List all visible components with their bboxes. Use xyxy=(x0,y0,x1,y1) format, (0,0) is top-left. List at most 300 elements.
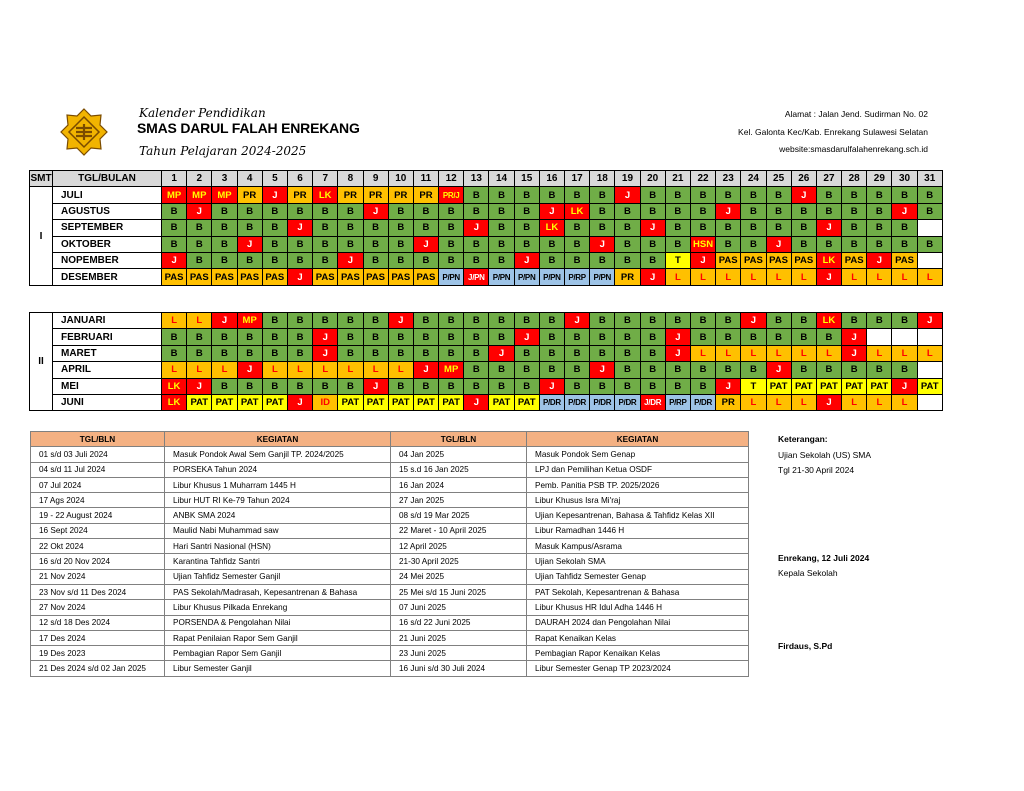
activity-row xyxy=(31,661,749,676)
day-cell: B xyxy=(590,345,615,361)
month-row xyxy=(30,269,943,285)
activity-date: 25 Mei s/d 15 Juni 2025 xyxy=(391,584,527,599)
day-cell: J xyxy=(287,269,312,285)
day-cell: P/DR xyxy=(590,394,615,410)
day-cell: L xyxy=(741,345,766,361)
day-cell: B xyxy=(741,203,766,219)
day-cell: LK xyxy=(162,394,187,410)
day-cell: PAT xyxy=(766,378,791,394)
day-cell: L xyxy=(741,269,766,285)
day-cell: B xyxy=(665,187,690,203)
day-cell: P/RP xyxy=(665,394,690,410)
month-row xyxy=(30,220,943,236)
day-cell: B xyxy=(892,362,917,378)
day-header: 30 xyxy=(892,171,917,187)
day-header: 1 xyxy=(162,171,187,187)
activity-row xyxy=(31,584,749,599)
col-header-smt: SMT xyxy=(30,171,53,187)
activity-row xyxy=(31,569,749,584)
day-cell: J xyxy=(917,313,942,329)
day-cell: B xyxy=(690,378,715,394)
day-cell: B xyxy=(741,220,766,236)
day-cell: B xyxy=(842,236,867,252)
day-cell: PAS xyxy=(338,269,363,285)
activity-name: PORSENDA & Pengolahan Nilai xyxy=(165,615,391,630)
day-cell: B xyxy=(867,313,892,329)
day-header: 9 xyxy=(363,171,388,187)
day-header: 21 xyxy=(665,171,690,187)
day-cell: B xyxy=(766,203,791,219)
activity-date: 16 s/d 22 Juni 2025 xyxy=(391,615,527,630)
day-cell: L xyxy=(665,269,690,285)
day-cell: PAT xyxy=(917,378,942,394)
activity-name: Libur Semester Genap TP 2023/2024 xyxy=(527,661,749,676)
day-cell: L xyxy=(791,345,816,361)
day-cell: J xyxy=(816,269,841,285)
day-cell: B xyxy=(212,345,237,361)
day-cell: B xyxy=(262,313,287,329)
day-cell: P/PN xyxy=(539,269,564,285)
day-cell: J xyxy=(590,362,615,378)
day-cell: B xyxy=(690,203,715,219)
day-cell: B xyxy=(287,345,312,361)
day-cell: B xyxy=(867,236,892,252)
day-cell: B xyxy=(867,362,892,378)
day-cell: B xyxy=(338,313,363,329)
day-cell: B xyxy=(539,345,564,361)
activity-name: Rapat Penilaian Rapor Sem Ganjil xyxy=(165,630,391,645)
day-cell: PAS xyxy=(162,269,187,285)
day-cell: B xyxy=(640,329,665,345)
day-cell: B xyxy=(338,203,363,219)
day-cell: L xyxy=(842,394,867,410)
day-cell: B xyxy=(741,236,766,252)
day-cell: B xyxy=(439,203,464,219)
day-header: 5 xyxy=(262,171,287,187)
activity-name: Ujian Kepesantrenan, Bahasa & Tahfidz Kelas XII xyxy=(527,508,749,523)
day-cell: P/RP xyxy=(565,269,590,285)
col-header-date-1: TGL/BLN xyxy=(31,432,165,447)
col-header-date-2: TGL/BLN xyxy=(391,432,527,447)
day-cell: B xyxy=(565,362,590,378)
day-cell: J xyxy=(615,187,640,203)
day-cell: B xyxy=(640,203,665,219)
day-cell: J xyxy=(791,187,816,203)
day-cell: B xyxy=(464,236,489,252)
day-header: 22 xyxy=(690,171,715,187)
day-cell: B xyxy=(237,203,262,219)
day-cell: PAT xyxy=(262,394,287,410)
day-cell: PAT xyxy=(237,394,262,410)
day-cell: J xyxy=(565,313,590,329)
day-cell: B xyxy=(716,220,741,236)
day-cell: B xyxy=(791,313,816,329)
month-row xyxy=(30,345,943,361)
calendar-semester-1 xyxy=(29,170,943,286)
day-cell: J xyxy=(363,378,388,394)
day-cell: B xyxy=(690,362,715,378)
day-cell: B xyxy=(741,362,766,378)
day-cell: L xyxy=(867,394,892,410)
day-cell: B xyxy=(892,313,917,329)
place-date: Enrekang, 12 Juli 2024 xyxy=(778,553,870,563)
activity-date: 22 Maret - 10 April 2025 xyxy=(391,523,527,538)
day-cell: B xyxy=(439,313,464,329)
day-cell: HSN xyxy=(690,236,715,252)
activities-header-row xyxy=(31,432,749,447)
day-cell: B xyxy=(363,252,388,268)
day-cell: T xyxy=(665,252,690,268)
day-header: 31 xyxy=(917,171,942,187)
day-cell: B xyxy=(413,220,438,236)
day-cell: B xyxy=(665,362,690,378)
day-cell: B xyxy=(615,362,640,378)
month-row xyxy=(30,187,943,203)
day-header: 4 xyxy=(237,171,262,187)
day-cell: B xyxy=(439,220,464,236)
activity-date: 07 Juni 2025 xyxy=(391,600,527,615)
day-cell: J xyxy=(262,187,287,203)
day-cell: B xyxy=(816,329,841,345)
col-header-activity-2: KEGIATAN xyxy=(527,432,749,447)
day-cell: B xyxy=(791,203,816,219)
day-cell: B xyxy=(489,313,514,329)
day-cell: PR xyxy=(363,187,388,203)
month-row xyxy=(30,329,943,345)
day-cell: L xyxy=(187,313,212,329)
day-cell: PAT xyxy=(363,394,388,410)
day-cell: B xyxy=(212,220,237,236)
day-cell: B xyxy=(489,362,514,378)
day-cell: L xyxy=(892,269,917,285)
day-cell: B xyxy=(388,236,413,252)
activity-name: Libur Ramadhan 1446 H xyxy=(527,523,749,538)
day-cell: P/PN xyxy=(489,269,514,285)
day-cell: P/PN xyxy=(590,269,615,285)
day-cell xyxy=(917,252,942,268)
day-cell: B xyxy=(665,313,690,329)
day-cell xyxy=(917,220,942,236)
activity-date: 15 s.d 16 Jan 2025 xyxy=(391,462,527,477)
activity-name: PORSEKA Tahun 2024 xyxy=(165,462,391,477)
day-cell: L xyxy=(363,362,388,378)
activity-name: Hari Santri Nasional (HSN) xyxy=(165,539,391,554)
day-cell: B xyxy=(514,236,539,252)
activity-name: Karantina Tahfidz Santri xyxy=(165,554,391,569)
day-cell: B xyxy=(539,313,564,329)
day-cell: B xyxy=(262,378,287,394)
day-cell: L xyxy=(816,345,841,361)
day-cell: B xyxy=(791,329,816,345)
day-cell: L xyxy=(162,313,187,329)
activity-name: Libur Khusus HR Idul Adha 1446 H xyxy=(527,600,749,615)
activity-row xyxy=(31,539,749,554)
day-cell: B xyxy=(187,345,212,361)
principal-role: Kepala Sekolah xyxy=(778,568,838,578)
day-cell: L xyxy=(791,269,816,285)
month-row xyxy=(30,378,943,394)
calendar-header-row xyxy=(30,171,943,187)
day-cell xyxy=(867,329,892,345)
activity-date: 17 Des 2024 xyxy=(31,630,165,645)
day-cell: B xyxy=(464,345,489,361)
activity-name: Masuk Kampus/Asrama xyxy=(527,539,749,554)
day-cell: P/PN xyxy=(514,269,539,285)
day-cell: B xyxy=(287,252,312,268)
day-header: 26 xyxy=(791,171,816,187)
day-cell: P/PN xyxy=(439,269,464,285)
day-cell: L xyxy=(162,362,187,378)
day-cell: J xyxy=(514,252,539,268)
activity-date: 08 s/d 19 Mar 2025 xyxy=(391,508,527,523)
activity-row xyxy=(31,630,749,645)
day-header: 3 xyxy=(212,171,237,187)
day-cell: B xyxy=(338,378,363,394)
day-cell: P/DR xyxy=(539,394,564,410)
day-cell: B xyxy=(842,187,867,203)
day-cell: J xyxy=(640,269,665,285)
day-cell: B xyxy=(413,378,438,394)
day-cell: B xyxy=(590,203,615,219)
day-cell: J xyxy=(640,220,665,236)
day-cell: J xyxy=(464,220,489,236)
day-cell: PAT xyxy=(489,394,514,410)
semester-label: I xyxy=(30,187,53,285)
day-cell: B xyxy=(363,220,388,236)
day-cell: B xyxy=(816,187,841,203)
day-cell: B xyxy=(842,220,867,236)
day-cell: B xyxy=(388,220,413,236)
day-cell: PAT xyxy=(212,394,237,410)
day-cell: L xyxy=(212,362,237,378)
day-cell: LK xyxy=(816,313,841,329)
day-cell: J xyxy=(716,378,741,394)
day-cell: J xyxy=(187,378,212,394)
day-cell: B xyxy=(287,236,312,252)
month-row xyxy=(30,252,943,268)
activity-row xyxy=(31,493,749,508)
month-row xyxy=(30,313,943,329)
day-cell: L xyxy=(741,394,766,410)
activity-date: 12 s/d 18 Des 2024 xyxy=(31,615,165,630)
activity-name: PAS Sekolah/Madrasah, Kepesantrenan & Bahasa xyxy=(165,584,391,599)
day-cell: B xyxy=(892,220,917,236)
day-cell: B xyxy=(665,220,690,236)
day-cell: PAT xyxy=(187,394,212,410)
day-cell: B xyxy=(287,203,312,219)
day-cell: B xyxy=(514,187,539,203)
activity-date: 01 s/d 03 Juli 2024 xyxy=(31,447,165,462)
day-cell: B xyxy=(187,236,212,252)
day-cell: B xyxy=(665,378,690,394)
day-cell: B xyxy=(615,236,640,252)
day-cell: B xyxy=(262,236,287,252)
day-cell: J xyxy=(690,252,715,268)
day-cell: B xyxy=(162,329,187,345)
day-cell: B xyxy=(388,345,413,361)
activity-name: Pembagian Rapor Kenaikan Kelas xyxy=(527,646,749,661)
activity-row xyxy=(31,646,749,661)
day-cell: B xyxy=(867,203,892,219)
day-header: 16 xyxy=(539,171,564,187)
day-cell: J xyxy=(816,394,841,410)
month-label: OKTOBER xyxy=(53,236,162,252)
day-cell: B xyxy=(867,187,892,203)
month-label: FEBRUARI xyxy=(53,329,162,345)
day-cell: B xyxy=(313,236,338,252)
day-cell: LK xyxy=(816,252,841,268)
activity-date: 27 Nov 2024 xyxy=(31,600,165,615)
day-header: 19 xyxy=(615,171,640,187)
activity-name: Libur Semester Ganjil xyxy=(165,661,391,676)
day-cell: J xyxy=(413,362,438,378)
activity-date: 16 Sept 2024 xyxy=(31,523,165,538)
day-cell: L xyxy=(917,345,942,361)
day-cell: L xyxy=(287,362,312,378)
day-cell: B xyxy=(489,187,514,203)
day-cell: B xyxy=(489,329,514,345)
day-cell: B xyxy=(212,378,237,394)
day-cell: PAS xyxy=(262,269,287,285)
day-cell: B xyxy=(690,220,715,236)
day-cell: B xyxy=(615,313,640,329)
day-cell: J xyxy=(287,394,312,410)
activity-row xyxy=(31,615,749,630)
day-cell: B xyxy=(313,220,338,236)
day-cell: L xyxy=(892,345,917,361)
day-cell: B xyxy=(640,313,665,329)
day-cell: B xyxy=(565,236,590,252)
day-cell: PAT xyxy=(413,394,438,410)
day-cell: B xyxy=(514,378,539,394)
day-cell: B xyxy=(313,378,338,394)
day-cell: B xyxy=(388,378,413,394)
day-header: 6 xyxy=(287,171,312,187)
day-cell: B xyxy=(439,378,464,394)
day-cell: MP xyxy=(439,362,464,378)
day-cell: B xyxy=(162,345,187,361)
day-cell: B xyxy=(237,252,262,268)
day-cell: L xyxy=(766,394,791,410)
activity-date: 19 Des 2023 xyxy=(31,646,165,661)
day-cell: PAT xyxy=(842,378,867,394)
day-cell: PAS xyxy=(363,269,388,285)
day-cell: B xyxy=(791,220,816,236)
day-cell: J xyxy=(363,203,388,219)
activity-name: Pembagian Rapor Sem Ganjil xyxy=(165,646,391,661)
day-cell: B xyxy=(287,329,312,345)
day-cell: P/DR xyxy=(615,394,640,410)
day-cell: B xyxy=(439,252,464,268)
day-cell: J xyxy=(514,329,539,345)
day-cell: PAS xyxy=(388,269,413,285)
day-cell: B xyxy=(514,203,539,219)
activity-row xyxy=(31,477,749,492)
day-cell: PAS xyxy=(313,269,338,285)
notes-title: Keterangan: xyxy=(778,434,828,444)
day-cell xyxy=(917,394,942,410)
activity-name: Pemb. Panitia PSB TP. 2025/2026 xyxy=(527,477,749,492)
day-cell: B xyxy=(565,378,590,394)
month-label: AGUSTUS xyxy=(53,203,162,219)
activity-row xyxy=(31,508,749,523)
day-cell: PAS xyxy=(413,269,438,285)
day-header: 2 xyxy=(187,171,212,187)
day-cell: PAT xyxy=(816,378,841,394)
day-cell: B xyxy=(766,187,791,203)
day-cell: B xyxy=(716,187,741,203)
day-cell: MP xyxy=(237,313,262,329)
day-cell: B xyxy=(162,236,187,252)
calendar-semester-2 xyxy=(29,312,943,411)
day-cell: B xyxy=(917,187,942,203)
day-cell: J xyxy=(842,345,867,361)
day-cell: B xyxy=(212,329,237,345)
day-cell: B xyxy=(439,345,464,361)
day-cell: B xyxy=(842,313,867,329)
day-cell: L xyxy=(313,362,338,378)
day-cell: B xyxy=(363,313,388,329)
day-cell: J/PN xyxy=(464,269,489,285)
day-cell: LK xyxy=(565,203,590,219)
day-cell: J xyxy=(338,252,363,268)
activity-date: 27 Jan 2025 xyxy=(391,493,527,508)
day-cell: PAS xyxy=(187,269,212,285)
header-subtitle-1: Kalender Pendidikan xyxy=(139,106,266,120)
day-cell: B xyxy=(338,220,363,236)
day-header: 13 xyxy=(464,171,489,187)
day-cell: L xyxy=(716,345,741,361)
day-cell: J xyxy=(313,329,338,345)
academic-year: Tahun Pelajaran 2024-2025 xyxy=(139,144,307,158)
day-cell: B xyxy=(615,252,640,268)
day-cell: B xyxy=(237,220,262,236)
activity-date: 16 s/d 20 Nov 2024 xyxy=(31,554,165,569)
day-cell: B xyxy=(464,313,489,329)
activity-row xyxy=(31,447,749,462)
day-cell: B xyxy=(413,203,438,219)
activity-date: 16 Juni s/d 30 Juli 2024 xyxy=(391,661,527,676)
month-label: SEPTEMBER xyxy=(53,220,162,236)
day-cell: B xyxy=(565,252,590,268)
school-title: SMAS DARUL FALAH ENREKANG xyxy=(137,120,360,136)
day-cell: LK xyxy=(539,220,564,236)
day-cell: B xyxy=(716,313,741,329)
day-header: 24 xyxy=(741,171,766,187)
day-cell: J xyxy=(237,236,262,252)
day-cell: B xyxy=(766,220,791,236)
activity-row xyxy=(31,523,749,538)
day-cell: B xyxy=(439,236,464,252)
day-cell: B xyxy=(237,378,262,394)
address-line-2: Kel. Galonta Kec/Kab. Enrekang Sulawesi Selatan xyxy=(738,127,928,137)
day-cell: J xyxy=(741,313,766,329)
day-cell: B xyxy=(489,252,514,268)
day-cell: L xyxy=(388,362,413,378)
day-cell: B xyxy=(413,329,438,345)
month-row xyxy=(30,362,943,378)
day-cell: B xyxy=(539,187,564,203)
day-cell: PAS xyxy=(212,269,237,285)
day-cell: B xyxy=(439,329,464,345)
activity-name: Libur Khusus 1 Muharram 1445 H xyxy=(165,477,391,492)
day-cell: J xyxy=(842,329,867,345)
day-cell: B xyxy=(388,252,413,268)
day-header: 20 xyxy=(640,171,665,187)
day-cell: B xyxy=(615,203,640,219)
day-cell: B xyxy=(338,236,363,252)
day-cell: LK xyxy=(313,187,338,203)
